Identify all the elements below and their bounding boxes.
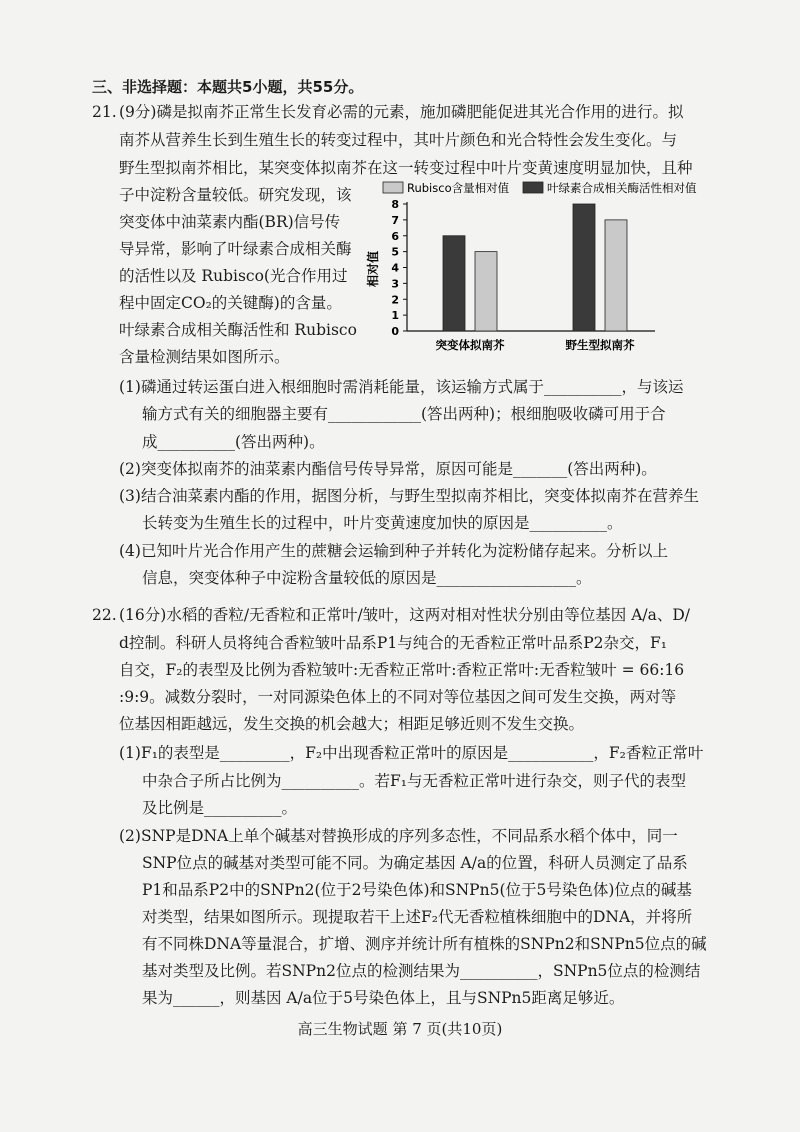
q22-text-line: (16分)水稻的香粒/无香粒和正常叶/皱叶，这两对相对性状分别由等位基因 A/a、D/ <box>119 606 690 624</box>
y-tick-label: 7 <box>391 213 399 227</box>
q21-text-line: 南芥从营养生长到生殖生长的转变过程中，其叶片颜色和光合特性会发生变化。与 <box>119 131 678 149</box>
bar-rubisco <box>605 220 627 331</box>
q21-sub-line: (3)结合油菜素内酯的作用，据图分析，与野生型拟南芥相比，突变体拟南芥在营养生 <box>119 487 699 505</box>
y-tick-label: 5 <box>391 245 399 259</box>
q21-sub-line: (1)磷通过转运蛋白进入根细胞时需消耗能量，该运输方式属于__________，与该运 <box>119 378 684 396</box>
q21-sub-line: 信息，突变体种子中淀粉含量较低的原因是__________________。 <box>142 569 592 587</box>
q21-sub-line: (2)突变体拟南芥的油菜素内酯信号传导异常，原因可能是_______(答出两种)。 <box>119 460 657 478</box>
q22-text-line: 自交，F₂的表型及比例为香粒皱叶:无香粒正常叶:香粒正常叶:无香粒皱叶 = 66:16 <box>119 661 685 679</box>
y-axis-label: 相对值 <box>366 250 380 288</box>
q22-sub1-line: 中杂合子所占比例为__________。若F₁与无香粒正常叶进行杂交，则子代的表型 <box>142 772 686 790</box>
bar-enzyme <box>443 236 465 331</box>
q22-text-line: :9:9。减数分裂时，一对同源染色体上的不同对等位基因之间可发生交换，两对等 <box>119 688 677 706</box>
legend-swatch-rubisco <box>383 182 403 193</box>
q22-sub2-line: P1和品系P2中的SNPn2(位于2号染色体)和SNPn5(位于5号染色体)位点的碱基 <box>142 881 692 899</box>
q21-text-line: 程中固定CO₂的关键酶)的含量。 <box>119 294 342 312</box>
q21-text-line: 突变体中油菜素内酯(BR)信号传 <box>119 213 341 231</box>
legend-label-rubisco: Rubisco含量相对值 <box>407 181 510 195</box>
legend-swatch-enzyme <box>523 182 543 193</box>
q22-number: 22. <box>92 606 117 624</box>
x-category-label: 野生型拟南芥 <box>565 338 635 352</box>
legend-label-enzyme: 叶绿素合成相关酶活性相对值 <box>547 181 697 195</box>
y-tick-label: 3 <box>391 277 399 291</box>
q21-sub-line: (4)已知叶片光合作用产生的蔗糖会运输到种子并转化为淀粉储存起来。分析以上 <box>119 542 668 560</box>
q22-text-line: d控制。科研人员将纯合香粒皱叶品系P1与纯合的无香粒正常叶品系P2杂交，F₁ <box>119 634 667 652</box>
q22-sub1-line: 及比例是__________。 <box>142 799 298 817</box>
chart-legend <box>383 181 697 195</box>
y-tick-label: 4 <box>391 261 399 275</box>
q21-text-line: 叶绿素合成相关酶活性和 Rubisco <box>119 321 357 339</box>
y-tick-label: 8 <box>391 198 399 211</box>
q21-text-line: (9分)磷是拟南芥正常生长发育必需的元素，施加磷肥能促进其光合作用的进行。拟 <box>119 103 684 121</box>
q21-text-line: 含量检测结果如图所示。 <box>119 348 290 366</box>
y-tick-label: 6 <box>391 229 399 243</box>
q22-sub2-line: (2)SNP是DNA上单个碱基对替换形成的序列多态性，不同品系水稻个体中，同一 <box>119 827 678 845</box>
q22-text-line: 位基因相距越远，发生交换的机会越大；相距足够近则不发生交换。 <box>119 715 585 733</box>
q22-sub2-line: 有不同株DNA等量混合，扩增、测序并统计所有植株的SNPn2和SNPn5位点的碱 <box>142 935 707 953</box>
bar-rubisco <box>475 252 497 331</box>
q21-sub-line: 输方式有关的细胞器主要有____________(答出两种)；根细胞吸收磷可用于合 <box>142 405 666 423</box>
q22-sub2-line: 对类型，结果如图所示。现提取若干上述F₂代无香粒植株细胞中的DNA，并将所 <box>142 908 693 926</box>
q21-text-line: 野生型拟南芥相比，某突变体拟南芥在这一转变过程中叶片变黄速度明显加快，且种 <box>119 159 693 177</box>
bar-enzyme <box>573 204 595 331</box>
section-header: 三、非选择题：本题共5小题，共55分。 <box>92 78 364 96</box>
q21-text-line: 的活性以及 Rubisco(光合作用过 <box>119 267 348 285</box>
q22-sub1-line: (1)F₁的表型是_________，F₂中出现香粒正常叶的原因是___________，F₂香粒正常叶 <box>119 744 704 762</box>
q21-sub-line: 长转变为生殖生长的过程中，叶片变黄速度加快的原因是__________。 <box>142 514 623 532</box>
q21-text-line: 子中淀粉含量较低。研究发现，该 <box>119 186 352 204</box>
x-category-label: 突变体拟南芥 <box>435 338 505 352</box>
chart-x-labels <box>436 338 635 352</box>
y-tick-label: 1 <box>391 309 399 323</box>
page-footer: 高三生物试题 第 7 页(共10页) <box>297 1020 503 1038</box>
q22-sub2-line: 基对类型及比例。若SNPn2位点的检测结果为__________，SNPn5位点的检测结 <box>142 962 701 980</box>
q22-sub2-line: 果为______，则基因 A/a位于5号染色体上，且与SNPn5距离足够近。 <box>142 989 625 1007</box>
bar-chart <box>355 176 700 356</box>
q21-number: 21. <box>92 103 117 121</box>
q21-sub-line: 成__________(答出两种)。 <box>142 433 325 451</box>
q21-text-line: 导异常，影响了叶绿素合成相关酶 <box>119 240 352 258</box>
chart-bars <box>443 204 627 331</box>
y-tick-label: 2 <box>391 293 399 307</box>
q22-sub2-line: SNP位点的碱基对类型可能不同。为确定基因 A/a的位置，科研人员测定了品系 <box>142 854 688 872</box>
y-tick-label: 0 <box>391 325 399 338</box>
